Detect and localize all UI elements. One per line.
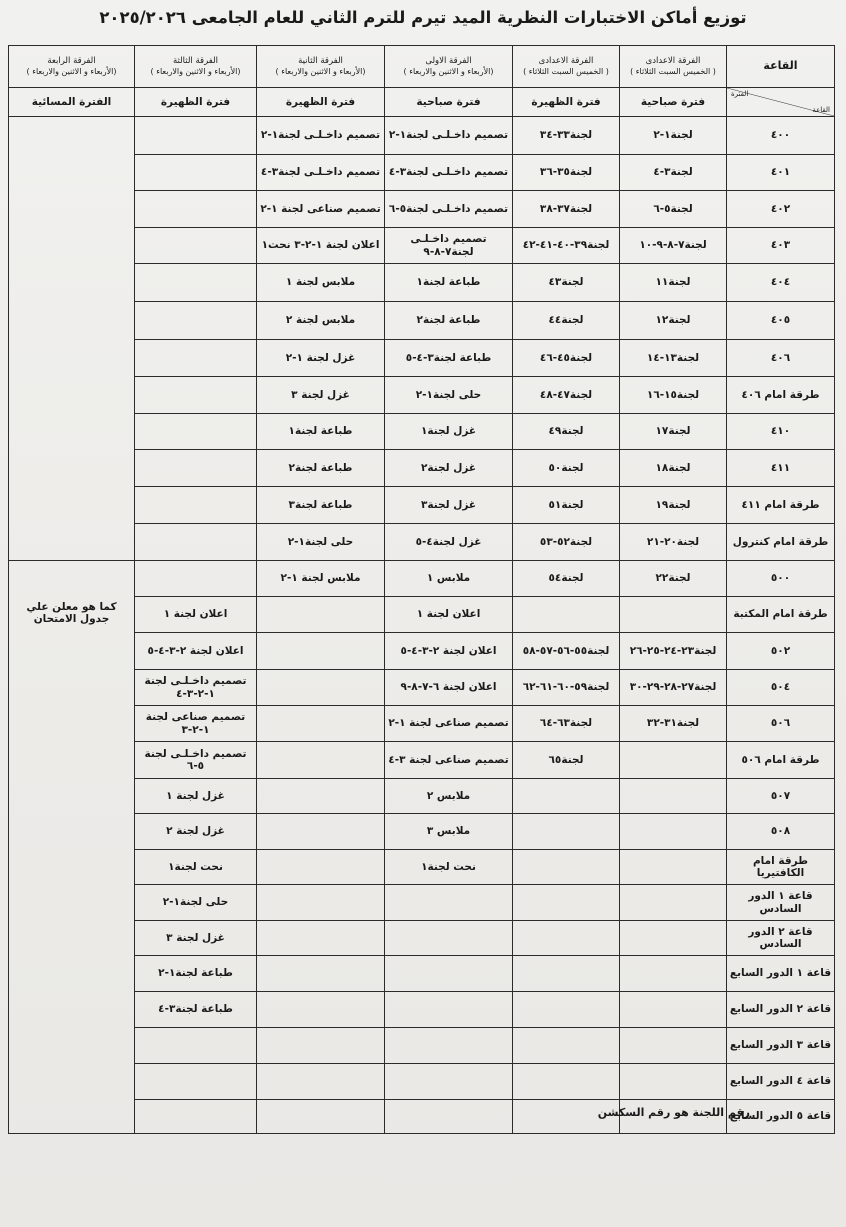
footnote: رقم اللجنة هو رقم السكشن: [597, 1106, 750, 1119]
hall-cell: قاعة ١ الدور السابع: [727, 956, 835, 992]
third-year-cell: [135, 302, 257, 340]
prep-afternoon-cell: [513, 814, 620, 850]
header-row-groups: [9, 46, 835, 88]
third-year-cell: [135, 117, 257, 155]
first-year-cell: [385, 1064, 513, 1100]
prep-morning-cell: لجنة٢٧-٢٨-٢٩-٣٠: [620, 670, 727, 706]
fourth-year-cell: [9, 117, 135, 561]
prep-afternoon-cell: [513, 956, 620, 992]
corner-hall-label: القاعة: [812, 105, 830, 114]
hall-cell: ٤٠٦: [727, 340, 835, 377]
third-year-cell: اعلان لجنة ١: [135, 597, 257, 633]
header-second-year: الفرقة الثانية (الأربعاء و الاثنين والاربعاء ): [257, 46, 385, 88]
second-year-cell: [257, 1100, 385, 1134]
third-year-cell: [135, 450, 257, 487]
prep-morning-cell: [620, 742, 727, 779]
fourth-year-note: كما هو معلن علي جدول الامتحان: [9, 561, 135, 1134]
header-row-periods: [9, 88, 835, 117]
first-year-cell: تصميم صناعى لجنة ١-٢: [385, 706, 513, 742]
hall-cell: ٥٠٦: [727, 706, 835, 742]
prep-morning-cell: لجنة١٥-١٦: [620, 377, 727, 414]
prep-morning-cell: [620, 814, 727, 850]
third-year-cell: [135, 524, 257, 561]
corner-cell: [727, 88, 835, 117]
period-prep-2: فترة الظهيرة: [513, 88, 620, 117]
first-year-cell: [385, 885, 513, 921]
hall-cell: قاعة ٢ الدور السادس: [727, 921, 835, 956]
prep-morning-cell: [620, 992, 727, 1028]
prep-afternoon-cell: [513, 992, 620, 1028]
prep-afternoon-cell: لجنة٦٥: [513, 742, 620, 779]
first-year-cell: غزل لجنة٤-٥: [385, 524, 513, 561]
prep-afternoon-cell: [513, 850, 620, 885]
second-year-cell: [257, 885, 385, 921]
first-year-cell: غزل لجنة٢: [385, 450, 513, 487]
prep-morning-cell: [620, 1028, 727, 1064]
first-year-cell: [385, 1028, 513, 1064]
prep-morning-cell: [620, 779, 727, 814]
second-year-cell: [257, 633, 385, 670]
prep-morning-cell: لجنة٧-٨-٩-١٠: [620, 228, 727, 264]
hall-cell: قاعة ٥ الدور السابع: [727, 1100, 835, 1134]
third-year-cell: [135, 377, 257, 414]
first-year-cell: [385, 921, 513, 956]
third-year-cell: [135, 561, 257, 597]
second-year-cell: [257, 742, 385, 779]
second-year-cell: [257, 992, 385, 1028]
second-year-cell: [257, 779, 385, 814]
table-row: [9, 117, 835, 155]
second-year-cell: [257, 670, 385, 706]
first-year-cell: [385, 1100, 513, 1134]
prep-afternoon-cell: لجنة٥٢-٥٣: [513, 524, 620, 561]
prep-afternoon-cell: لجنة٥٤: [513, 561, 620, 597]
third-year-cell: طباعة لجنة١-٢: [135, 956, 257, 992]
hall-cell: ٤٠٤: [727, 264, 835, 302]
prep-morning-cell: [620, 885, 727, 921]
first-year-cell: اعلان لجنة ٦-٧-٨-٩: [385, 670, 513, 706]
second-year-cell: تصميم صناعى لجنة ١-٢: [257, 191, 385, 228]
period-second-year: فترة الظهيرة: [257, 88, 385, 117]
second-year-cell: [257, 706, 385, 742]
third-year-cell: طباعة لجنة٣-٤: [135, 992, 257, 1028]
prep-morning-cell: لجنة١٢: [620, 302, 727, 340]
first-year-cell: تصميم داخـلـى لجنة١-٢: [385, 117, 513, 155]
prep-morning-cell: لجنة١٧: [620, 414, 727, 450]
first-year-cell: اعلان لجنة ٢-٣-٤-٥: [385, 633, 513, 670]
hall-cell: طرقة امام ٤٠٦: [727, 377, 835, 414]
third-year-cell: [135, 228, 257, 264]
hall-cell: ٤٠٢: [727, 191, 835, 228]
second-year-cell: [257, 597, 385, 633]
header-hall: القاعة: [727, 46, 835, 88]
prep-afternoon-cell: لجنة٤٥-٤٦: [513, 340, 620, 377]
hall-cell: ٥٠٤: [727, 670, 835, 706]
third-year-cell: تصميم صناعى لجنة ١-٢-٣: [135, 706, 257, 742]
prep-morning-cell: لجنة١-٢: [620, 117, 727, 155]
prep-afternoon-cell: لجنة٣٧-٣٨: [513, 191, 620, 228]
page-title: توزيع أماكن الاختبارات النظرية الميد تيرم للترم الثاني للعام الجامعى ٢٠٢٥/٢٠٢٦: [99, 8, 747, 27]
second-year-cell: [257, 850, 385, 885]
prep-morning-cell: لجنة٢٠-٢١: [620, 524, 727, 561]
first-year-cell: ملابس ١: [385, 561, 513, 597]
second-year-cell: ملابس لجنة ٢: [257, 302, 385, 340]
header-third-year: الفرقة الثالثة (الأربعاء و الاثنين والاربعاء ): [135, 46, 257, 88]
third-year-cell: [135, 155, 257, 191]
third-year-cell: تصميم داخـلـى لجنة ٥-٦: [135, 742, 257, 779]
third-year-cell: غزل لجنة ١: [135, 779, 257, 814]
second-year-cell: حلى لجنة١-٢: [257, 524, 385, 561]
third-year-cell: تصميم داخـلـى لجنة ١-٢-٣-٤: [135, 670, 257, 706]
second-year-cell: طباعة لجنة٣: [257, 487, 385, 524]
prep-afternoon-cell: [513, 1064, 620, 1100]
hall-cell: قاعة ٤ الدور السابع: [727, 1064, 835, 1100]
prep-morning-cell: [620, 956, 727, 992]
second-year-cell: ملابس لجنة ١: [257, 264, 385, 302]
prep-afternoon-cell: لجنة٤٣: [513, 264, 620, 302]
hall-cell: قاعة ٢ الدور السابع: [727, 992, 835, 1028]
second-year-cell: ملابس لجنة ١-٢: [257, 561, 385, 597]
period-prep-1: فترة صباحية: [620, 88, 727, 117]
third-year-cell: غزل لجنة ٢: [135, 814, 257, 850]
second-year-cell: [257, 1028, 385, 1064]
prep-morning-cell: لجنة١٣-١٤: [620, 340, 727, 377]
first-year-cell: حلى لجنة١-٢: [385, 377, 513, 414]
prep-afternoon-cell: [513, 779, 620, 814]
prep-morning-cell: لجنة٢٣-٢٤-٢٥-٢٦: [620, 633, 727, 670]
first-year-cell: [385, 992, 513, 1028]
table-row: [9, 561, 835, 597]
third-year-cell: نحت لجنة١: [135, 850, 257, 885]
prep-morning-cell: [620, 1064, 727, 1100]
prep-afternoon-cell: لجنة٤٩: [513, 414, 620, 450]
prep-afternoon-cell: [513, 1028, 620, 1064]
second-year-cell: غزل لجنة ٣: [257, 377, 385, 414]
third-year-cell: حلى لجنة١-٢: [135, 885, 257, 921]
second-year-cell: [257, 814, 385, 850]
second-year-cell: [257, 956, 385, 992]
prep-afternoon-cell: لجنة٥٥-٥٦-٥٧-٥٨: [513, 633, 620, 670]
prep-afternoon-cell: لجنة٤٧-٤٨: [513, 377, 620, 414]
second-year-cell: تصميم داخـلـى لجنة١-٢: [257, 117, 385, 155]
third-year-cell: [135, 191, 257, 228]
prep-afternoon-cell: لجنة٣٣-٣٤: [513, 117, 620, 155]
hall-cell: ٤٠٥: [727, 302, 835, 340]
prep-morning-cell: [620, 597, 727, 633]
prep-morning-cell: لجنة١١: [620, 264, 727, 302]
hall-cell: طرقة امام الكافتيريا: [727, 850, 835, 885]
header-first-year: الفرقة الاولى (الأربعاء و الاثنين والاربعاء ): [385, 46, 513, 88]
prep-morning-cell: لجنة٢٢: [620, 561, 727, 597]
prep-afternoon-cell: لجنة٦٣-٦٤: [513, 706, 620, 742]
first-year-cell: [385, 956, 513, 992]
prep-afternoon-cell: [513, 921, 620, 956]
third-year-cell: [135, 414, 257, 450]
second-year-cell: [257, 921, 385, 956]
prep-afternoon-cell: [513, 597, 620, 633]
second-year-cell: طباعة لجنة١: [257, 414, 385, 450]
prep-morning-cell: لجنة٣-٤: [620, 155, 727, 191]
hall-cell: طرقة امام ٥٠٦: [727, 742, 835, 779]
third-year-cell: غزل لجنة ٣: [135, 921, 257, 956]
first-year-cell: طباعة لجنة٢: [385, 302, 513, 340]
first-year-cell: طباعة لجنة٣-٤-٥: [385, 340, 513, 377]
third-year-cell: [135, 1028, 257, 1064]
first-year-cell: طباعة لجنة١: [385, 264, 513, 302]
second-year-cell: [257, 1064, 385, 1100]
hall-cell: ٤٠١: [727, 155, 835, 191]
prep-afternoon-cell: لجنة٤٤: [513, 302, 620, 340]
hall-cell: قاعة ١ الدور السادس: [727, 885, 835, 921]
hall-cell: ٥٠٨: [727, 814, 835, 850]
hall-cell: ٥٠٧: [727, 779, 835, 814]
first-year-cell: غزل لجنة٣: [385, 487, 513, 524]
hall-cell: ٤٠٠: [727, 117, 835, 155]
prep-morning-cell: لجنة١٨: [620, 450, 727, 487]
header-fourth-year: الفرقة الرابعة (الأربعاء و الاثنين والاربعاء ): [9, 46, 135, 88]
prep-morning-cell: لجنة٥-٦: [620, 191, 727, 228]
third-year-cell: اعلان لجنة ٢-٣-٤-٥: [135, 633, 257, 670]
second-year-cell: اعلان لجنة ١-٢-٣ نحت١: [257, 228, 385, 264]
first-year-cell: غزل لجنة١: [385, 414, 513, 450]
hall-cell: ٥٠٠: [727, 561, 835, 597]
third-year-cell: [135, 1100, 257, 1134]
prep-afternoon-cell: لجنة٣٥-٣٦: [513, 155, 620, 191]
hall-cell: ٤١٠: [727, 414, 835, 450]
first-year-cell: تصميم داخـلـى لجنة٥-٦: [385, 191, 513, 228]
second-year-cell: غزل لجنة ١-٢: [257, 340, 385, 377]
second-year-cell: طباعة لجنة٢: [257, 450, 385, 487]
period-fourth-year: الفترة المسائية: [9, 88, 135, 117]
prep-afternoon-cell: لجنة٥٩-٦٠-٦١-٦٢: [513, 670, 620, 706]
hall-cell: ٤٠٣: [727, 228, 835, 264]
first-year-cell: ملابس ٣: [385, 814, 513, 850]
hall-cell: ٥٠٢: [727, 633, 835, 670]
prep-afternoon-cell: لجنة٥٠: [513, 450, 620, 487]
first-year-cell: تصميم صناعى لجنة ٣-٤: [385, 742, 513, 779]
prep-morning-cell: لجنة١٩: [620, 487, 727, 524]
period-third-year: فترة الظهيرة: [135, 88, 257, 117]
third-year-cell: [135, 340, 257, 377]
third-year-cell: [135, 487, 257, 524]
first-year-cell: ملابس ٢: [385, 779, 513, 814]
period-first-year: فترة صباحية: [385, 88, 513, 117]
prep-morning-cell: [620, 921, 727, 956]
second-year-cell: تصميم داخـلـى لجنة٣-٤: [257, 155, 385, 191]
prep-afternoon-cell: لجنة٥١: [513, 487, 620, 524]
header-prep-1: الفرقة الاعدادى ( الخميس السبت الثلاثاء ): [620, 46, 727, 88]
hall-cell: ٤١١: [727, 450, 835, 487]
third-year-cell: [135, 264, 257, 302]
prep-afternoon-cell: [513, 885, 620, 921]
prep-morning-cell: لجنة٣١-٣٢: [620, 706, 727, 742]
first-year-cell: نحت لجنة١: [385, 850, 513, 885]
corner-period-label: الفترة: [731, 90, 749, 98]
header-prep-2: الفرقة الاعدادى ( الخميس السبت الثلاثاء ): [513, 46, 620, 88]
exam-schedule-table: [8, 45, 835, 1134]
prep-afternoon-cell: لجنة٣٩-٤٠-٤١-٤٢: [513, 228, 620, 264]
hall-cell: طرقة امام المكتبة: [727, 597, 835, 633]
hall-cell: طرقة امام كنترول: [727, 524, 835, 561]
third-year-cell: [135, 1064, 257, 1100]
first-year-cell: اعلان لجنة ١: [385, 597, 513, 633]
hall-cell: طرقة امام ٤١١: [727, 487, 835, 524]
first-year-cell: تصميم داخـلـى لجنة٧-٨-٩: [385, 228, 513, 264]
prep-morning-cell: [620, 850, 727, 885]
hall-cell: قاعة ٣ الدور السابع: [727, 1028, 835, 1064]
first-year-cell: تصميم داخـلـى لجنة٣-٤: [385, 155, 513, 191]
